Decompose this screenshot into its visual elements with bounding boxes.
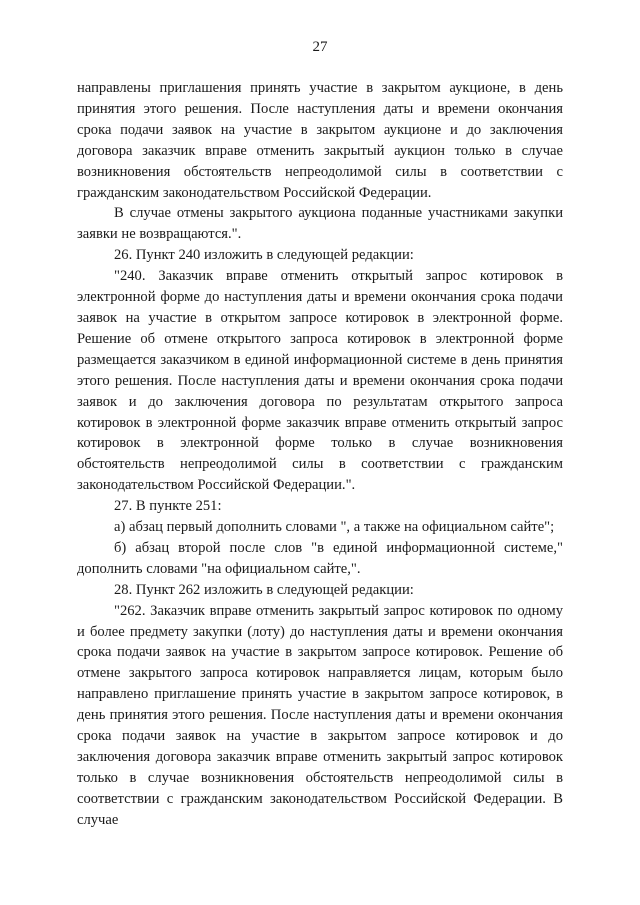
paragraph-item-26-heading: 26. Пункт 240 изложить в следующей редакции: xyxy=(114,247,414,264)
paragraph-applications-not-returned: В случае отмены закрытого аукциона поданные участниками закупки заявки не возвращаются.". xyxy=(77,205,563,243)
paragraph-clause-240: "240. Заказчик вправе отменить открытый запрос котировок в электронной форме до наступления даты и времени окончания срока подачи заявок на участие в открытом запросе котировок в электронной форме. Решение об отмене открытого запроса котировок в электронной форме размещается заказчиком в единой информационной системе в день принятия этого решения. После наступления даты и времени окончания срока подачи заявок и до заключения договора по результатам открытого запроса котировок в электронной форме заказчик вправе отменить открытый запрос котировок в электронной форме только в случае возникновения обстоятельств непреодолимой силы в соответствии с гражданским законодательством Российской Федерации.". xyxy=(77,268,563,494)
paragraph-item-27-heading: 27. В пункте 251: xyxy=(114,498,222,515)
paragraph-clause-262: "262. Заказчик вправе отменить закрытый запрос котировок по одному и более предмету закупки (лоту) до наступления даты и времени окончания срока подачи заявок на участие в закрытом запросе котировок. Решение об отмене закрытого запроса котировок направляется лицам, которым было направлено приглашение принять участие в закрытом запросе котировок, в день принятия этого решения. После наступления даты и времени окончания срока подачи заявок на участие в закрытом запросе котировок и до заключения договора заказчик вправе отменить закрытый запрос котировок только в случае возникновения обстоятельств непреодолимой силы в соответствии с гражданским законодательством Российской Федерации. В случае xyxy=(77,602,563,828)
paragraph-item-27-a: а) абзац первый дополнить словами ", а также на официальном сайте"; xyxy=(114,519,555,536)
paragraph-closed-auction-cancellation: направлены приглашения принять участие в закрытом аукционе, в день принятия этого решения. После наступления даты и времени окончания срока подачи заявок на участие в закрытом аукционе и до заключения договора заказчик вправе отменить закрытый аукцион только в случае возникновения обстоятельств непреодолимой силы в соответствии с гражданским законодательством Российской Федерации. xyxy=(77,80,563,201)
paragraph-item-27-b: б) абзац второй после слов "в единой информационной системе," дополнить словами "на официальном сайте,". xyxy=(77,539,563,577)
paragraph-item-28-heading: 28. Пункт 262 изложить в следующей редакции: xyxy=(114,581,414,598)
page-number: 27 xyxy=(312,39,328,55)
document-body xyxy=(77,78,563,831)
